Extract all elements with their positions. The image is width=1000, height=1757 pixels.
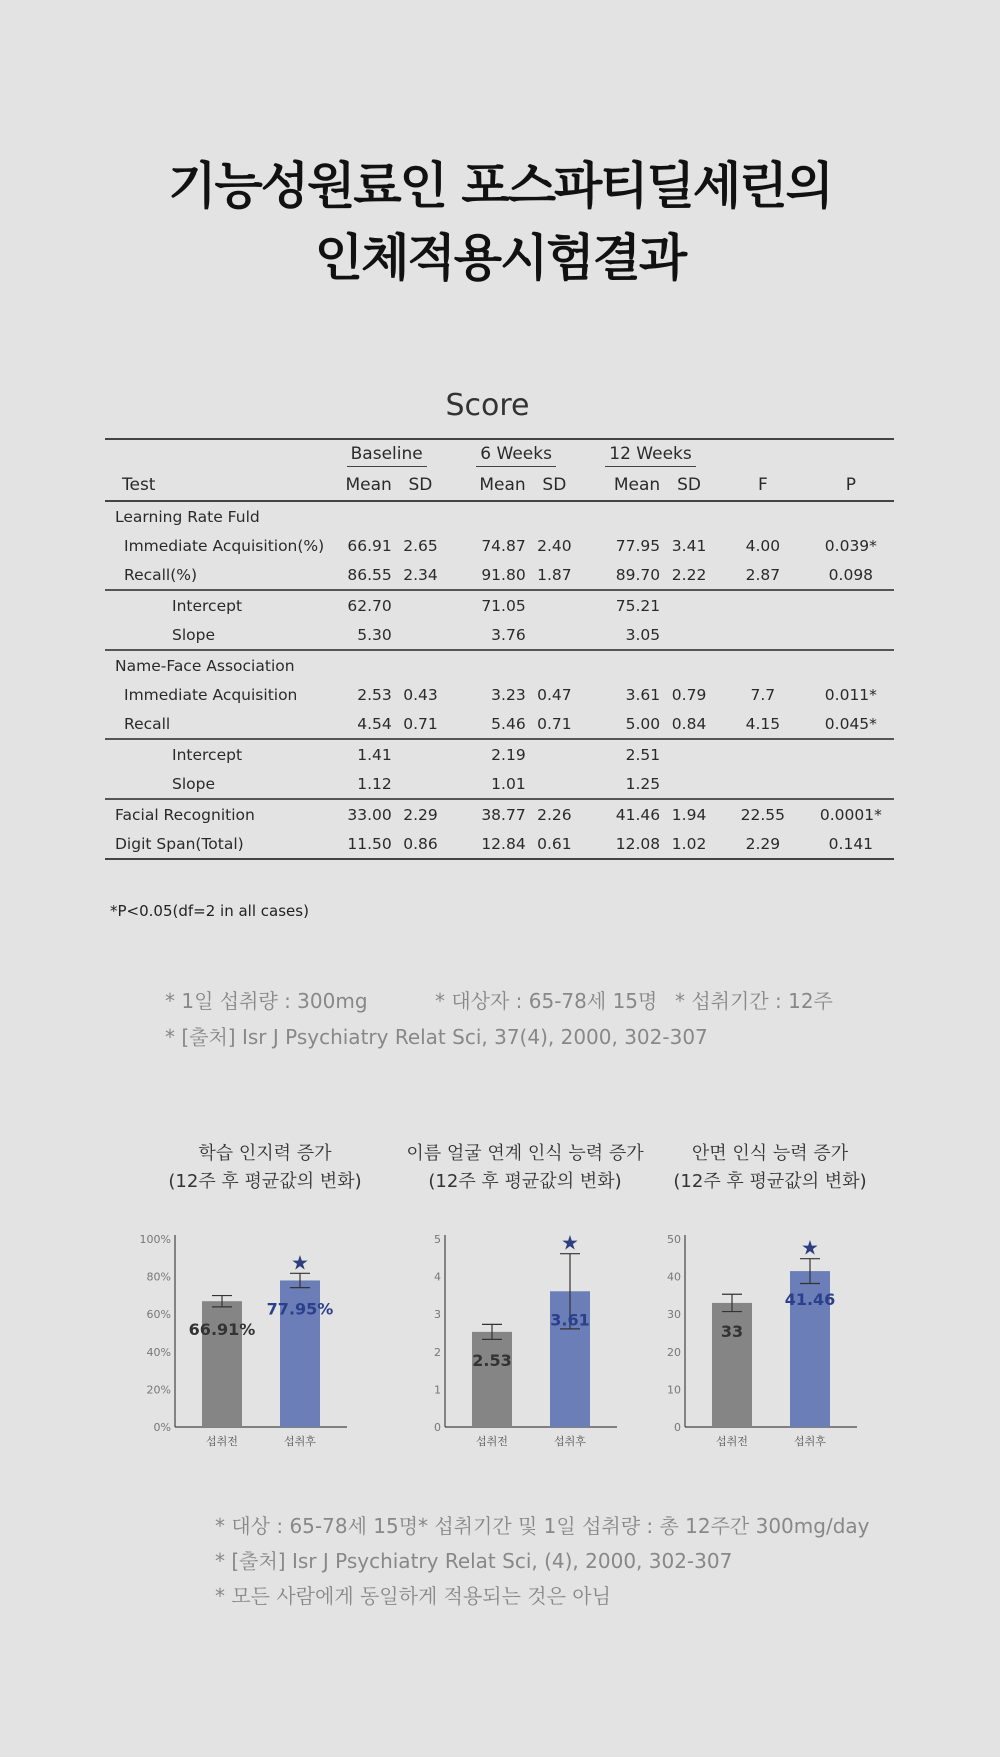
y-tick-label: 50 [667, 1233, 681, 1246]
bar-value-label: 77.95% [266, 1299, 334, 1319]
y-tick-label: 100% [139, 1233, 171, 1246]
table-cell [660, 590, 718, 620]
chart-title-line1: 학습 인지력 증가 [198, 1143, 332, 1164]
table-cell: 2.19 [491, 745, 526, 764]
table-row [105, 709, 894, 739]
x-category-label: 섭취후 [554, 1435, 586, 1448]
mean-header: Mean [479, 475, 526, 495]
row-label: Recall(%) [124, 565, 198, 584]
table-cell [660, 620, 718, 650]
chart-title-line1: 이름 얼굴 연계 인식 능력 증가 [406, 1143, 644, 1164]
group-header-6weeks: 6 Weeks [476, 444, 556, 467]
bar [472, 1332, 512, 1427]
table-cell [392, 620, 449, 650]
table-cell: 1.87 [537, 565, 572, 584]
table-cell: 0.0001* [819, 805, 882, 824]
y-tick-label: 2 [434, 1345, 441, 1359]
group-header-baseline: Baseline [347, 444, 427, 467]
table-row [105, 560, 894, 590]
table-cell [718, 620, 808, 650]
y-tick-label: 10 [667, 1383, 681, 1397]
table-cell: 2.34 [403, 565, 438, 584]
significance-star-icon: ★ [561, 1230, 579, 1255]
table-cell: 91.80 [481, 565, 526, 584]
table-cell: 0.84 [671, 714, 707, 733]
y-tick-label: 20 [667, 1345, 681, 1359]
y-tick-label: 0 [674, 1421, 681, 1434]
table-cell: 11.50 [347, 834, 392, 853]
table-cell: 0.71 [537, 714, 572, 733]
table-cell: 12.08 [615, 834, 661, 853]
table-cell: 5.46 [491, 714, 526, 733]
table-cell: 5.30 [357, 625, 392, 644]
table-cell: 86.55 [347, 565, 392, 584]
x-category-label: 섭취전 [716, 1435, 748, 1448]
score-table [105, 438, 894, 860]
table-cell [526, 769, 583, 799]
row-label: Immediate Acquisition(%) [124, 536, 325, 555]
row-label: Slope [172, 774, 216, 793]
table-cell: 1.02 [671, 834, 707, 853]
table-cell: 3.76 [491, 625, 526, 644]
table-cell: 1.41 [357, 745, 392, 764]
bar-chart-name-face [395, 1225, 625, 1460]
table-cell: 4.54 [357, 714, 392, 733]
bar-value-label: 33 [720, 1321, 744, 1341]
y-tick-label: 0 [434, 1421, 441, 1434]
table-cell: 0.43 [403, 685, 438, 704]
table-cell: 0.47 [537, 685, 572, 704]
table-cell [526, 620, 583, 650]
x-category-label: 섭취후 [794, 1435, 826, 1448]
table-cell: 2.53 [357, 685, 392, 704]
table-footnote: *P<0.05(df=2 in all cases) [110, 902, 309, 920]
table-cell: 33.00 [347, 805, 392, 824]
row-label: Recall [124, 714, 171, 733]
row-label: Digit Span(Total) [115, 834, 244, 853]
table-row [105, 680, 894, 709]
y-tick-label: 80% [146, 1270, 171, 1284]
table-row [105, 769, 894, 799]
x-category-label: 섭취전 [476, 1435, 508, 1448]
significance-star-icon: ★ [291, 1250, 309, 1275]
page-title [0, 150, 1000, 294]
x-category-label: 섭취후 [284, 1435, 316, 1448]
table-cell: 4.15 [745, 714, 781, 733]
y-tick-label: 5 [434, 1233, 441, 1246]
table-cell [718, 590, 808, 620]
info-subjects: * 대상자 : 65-78세 15명 [435, 989, 658, 1013]
table-cell: 77.95 [615, 536, 661, 555]
bar-chart-facial [635, 1225, 865, 1460]
table-cell: 4.00 [745, 536, 781, 555]
footer-disclaimer: * 모든 사람에게 동일하게 적용되는 것은 아님 [215, 1584, 611, 1608]
table-row [105, 620, 894, 650]
mean-header: Mean [345, 475, 392, 495]
table-cell [808, 739, 894, 769]
chart-title-learning [115, 1140, 415, 1196]
table-row [105, 829, 894, 859]
bar-value-label: 3.61 [550, 1310, 590, 1330]
section-header: Learning Rate Fuld [115, 507, 260, 526]
section-header: Name-Face Association [115, 656, 295, 675]
table-row [105, 739, 894, 769]
table-cell: 0.098 [828, 565, 874, 584]
y-tick-label: 60% [146, 1308, 171, 1322]
footer-subjects: * 대상 : 65-78세 15명 [215, 1514, 419, 1538]
footer-period: * 섭취기간 및 1일 섭취량 : 총 12주간 300mg/day [418, 1514, 870, 1538]
bar-chart-learning [125, 1225, 355, 1460]
table-cell: 3.41 [671, 536, 707, 555]
table-cell: 0.86 [403, 834, 438, 853]
bar-value-label: 66.91% [188, 1320, 256, 1340]
table-cell: 75.21 [615, 596, 661, 615]
info-source: * [출처] Isr J Psychiatry Relat Sci, 37(4), 2000, 302-307 [165, 1025, 708, 1049]
y-tick-label: 40% [146, 1345, 171, 1359]
row-label: Facial Recognition [115, 805, 255, 824]
table-cell: 1.25 [625, 774, 661, 793]
table-cell: 38.77 [481, 805, 526, 824]
table-cell [660, 769, 718, 799]
table-cell [808, 769, 894, 799]
table-cell [660, 739, 718, 769]
table-cell: 74.87 [481, 536, 526, 555]
table-cell: 1.94 [671, 805, 707, 824]
table-cell [392, 769, 449, 799]
table-cell: 2.51 [625, 745, 661, 764]
table-cell: 0.045* [824, 714, 877, 733]
y-tick-label: 1 [434, 1383, 441, 1397]
y-tick-label: 4 [434, 1270, 441, 1284]
table-cell: 3.23 [491, 685, 526, 704]
table-cell: 12.84 [481, 834, 526, 853]
table-cell: 2.26 [537, 805, 572, 824]
table-row [105, 531, 894, 560]
x-category-label: 섭취전 [206, 1435, 238, 1448]
sd-header: SD [677, 475, 701, 495]
y-tick-label: 3 [434, 1308, 441, 1322]
row-label: Intercept [172, 596, 243, 615]
y-tick-label: 0% [153, 1421, 171, 1434]
chart-title-line2: (12주 후 평균값의 변화) [673, 1171, 867, 1192]
table-cell: 0.011* [824, 685, 877, 704]
y-tick-label: 30 [667, 1308, 681, 1322]
table-cell: 89.70 [615, 565, 661, 584]
table-cell [392, 739, 449, 769]
bar-value-label: 41.46 [784, 1290, 836, 1310]
table-cell: 71.05 [481, 596, 526, 615]
chart-title-line2: (12주 후 평균값의 변화) [168, 1171, 362, 1192]
chart-title-line1: 안면 인식 능력 증가 [691, 1143, 849, 1164]
row-label: Slope [172, 625, 216, 644]
table-cell: 2.29 [745, 834, 781, 853]
table-cell: 2.22 [671, 565, 707, 584]
table-cell: 3.61 [625, 685, 661, 704]
table-cell: 41.46 [615, 805, 661, 824]
table-cell: 0.61 [537, 834, 572, 853]
table-cell: 62.70 [347, 596, 392, 615]
page-title-line1: 기능성원료인 포스파티딜세린의 [168, 157, 832, 215]
table-cell: 2.40 [537, 536, 572, 555]
chart-title-facial [620, 1140, 920, 1196]
table-cell: 7.7 [750, 685, 776, 704]
table-cell: 2.87 [745, 565, 781, 584]
table-cell: 2.65 [403, 536, 438, 555]
table-cell [808, 590, 894, 620]
significance-star-icon: ★ [801, 1235, 819, 1260]
test-column-header: Test [122, 475, 156, 495]
sd-header: SD [408, 475, 433, 495]
table-cell: 66.91 [347, 536, 392, 555]
table-cell [718, 769, 808, 799]
mean-header: Mean [613, 475, 661, 495]
y-tick-label: 20% [146, 1383, 171, 1397]
y-tick-label: 40 [667, 1270, 681, 1284]
table-cell: 1.12 [357, 774, 392, 793]
table-cell: 2.29 [403, 805, 438, 824]
row-label: Intercept [172, 745, 243, 764]
footer-source: * [출처] Isr J Psychiatry Relat Sci, (4), 2000, 302-307 [215, 1549, 733, 1573]
table-cell: 5.00 [625, 714, 661, 733]
table-cell [526, 590, 583, 620]
table-row [105, 590, 894, 620]
page-title-line2: 인체적용시험결과 [314, 229, 686, 287]
table-cell: 0.039* [824, 536, 877, 555]
info-dose: * 1일 섭취량 : 300mg [165, 989, 368, 1013]
group-header-12weeks: 12 Weeks [605, 444, 695, 467]
f-header: F [757, 475, 768, 495]
score-title: Score [445, 388, 530, 423]
table-cell [526, 739, 583, 769]
table-cell [808, 620, 894, 650]
sd-header: SD [542, 475, 567, 495]
table-cell [718, 739, 808, 769]
info-period: * 섭취기간 : 12주 [675, 989, 833, 1013]
table-row [105, 799, 894, 829]
table-cell: 1.01 [491, 774, 526, 793]
row-label: Immediate Acquisition [124, 685, 298, 704]
bar-value-label: 2.53 [472, 1350, 512, 1370]
chart-title-line2: (12주 후 평균값의 변화) [428, 1171, 622, 1192]
table-cell: 3.05 [625, 625, 661, 644]
table-cell: 0.141 [828, 834, 874, 853]
table-cell: 0.71 [403, 714, 438, 733]
table-cell: 0.79 [671, 685, 707, 704]
table-cell [392, 590, 449, 620]
table-cell: 22.55 [740, 805, 786, 824]
p-header: P [845, 475, 856, 495]
